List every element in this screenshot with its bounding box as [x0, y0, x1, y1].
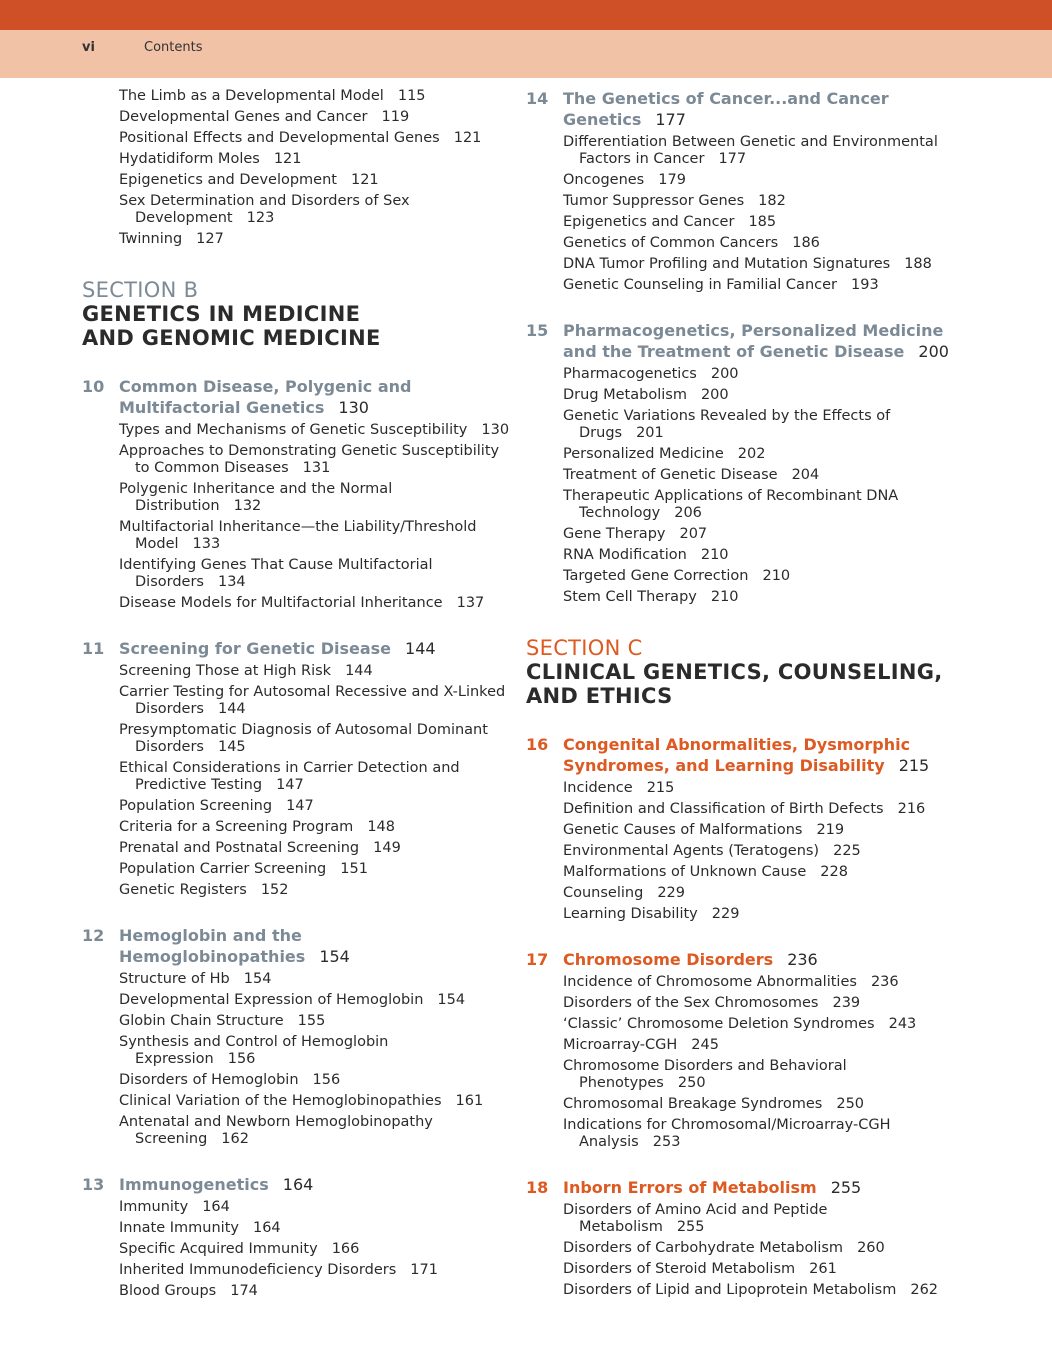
entry-page: 151	[340, 861, 368, 877]
entry-title: Screening Those at High Risk	[119, 663, 332, 679]
entry-title: RNA Modification	[563, 547, 687, 563]
entry-title: Chromosome Disorders and Behavioral Phenotypes	[563, 1058, 847, 1091]
toc-entry	[563, 172, 956, 189]
right-chapters-after	[526, 734, 956, 1299]
toc-entry	[563, 801, 956, 818]
entry-title: Drug Metabolism	[563, 387, 687, 403]
entry-title: Microarray-CGH	[563, 1037, 678, 1053]
chapter-page: 130	[338, 398, 369, 417]
entry-page: 210	[762, 568, 791, 584]
toc-entry	[119, 130, 512, 147]
entry-title: Targeted Gene Correction	[563, 568, 749, 584]
entry-title: Prenatal and Postnatal Screening	[119, 840, 360, 856]
entry-page: 148	[367, 819, 395, 835]
toc-entry	[563, 193, 956, 210]
entry-title: Disease Models for Multifactorial Inheritance	[119, 595, 443, 611]
entry-page: 147	[276, 777, 304, 793]
entry-title: Twinning	[119, 231, 183, 247]
toc-entry	[119, 1013, 512, 1030]
toc-entry	[563, 547, 956, 564]
toc-entry	[119, 798, 512, 815]
entry-title: Ethical Considerations in Carrier Detection and Predictive Testing	[119, 760, 460, 793]
chapter-17	[526, 949, 956, 1151]
chapter-title: Hemoglobin and the Hemoglobinopathies	[119, 926, 306, 966]
entry-title: Tumor Suppressor Genes	[563, 193, 745, 209]
section-b-heading	[82, 278, 512, 350]
entry-title: Types and Mechanisms of Genetic Susceptibility	[119, 422, 468, 438]
entry-page: 250	[677, 1075, 706, 1091]
entry-title: Treatment of Genetic Disease	[563, 467, 778, 483]
chapter-heading	[82, 638, 512, 659]
toc-entry	[119, 1241, 512, 1258]
entry-title: Population Screening	[119, 798, 273, 814]
chapter-number: 10	[82, 377, 105, 396]
toc-entry	[563, 1261, 956, 1278]
page-number: vi	[82, 40, 95, 55]
entry-title: ‘Classic’ Chromosome Deletion Syndromes	[563, 1016, 875, 1032]
entry-title: Oncogenes	[563, 172, 645, 188]
entry-title: Inherited Immunodeficiency Disorders	[119, 1262, 397, 1278]
entry-title: Specific Acquired Immunity	[119, 1241, 318, 1257]
chapter-title: Congenital Abnormalities, Dysmorphic Syndromes, and Learning Disability	[563, 735, 911, 775]
toc-entry	[563, 568, 956, 585]
toc-entry	[119, 557, 512, 591]
chapter-18	[526, 1177, 956, 1299]
chapter-title: Immunogenetics	[119, 1175, 269, 1194]
entry-page: 182	[758, 193, 786, 209]
entry-title: Genetic Registers	[119, 882, 247, 898]
toc-entry	[563, 1096, 956, 1113]
toc-entry	[119, 1114, 512, 1148]
entry-page: 144	[345, 663, 373, 679]
toc-entry	[563, 1058, 956, 1092]
toc-entry	[119, 1072, 512, 1089]
entry-title: Gene Therapy	[563, 526, 666, 542]
chapter-14	[526, 88, 956, 294]
entry-title: Disorders of Steroid Metabolism	[563, 1261, 796, 1277]
toc-entry	[563, 488, 956, 522]
chapter-heading	[526, 734, 956, 776]
entry-title: Disorders of Lipid and Lipoprotein Metabolism	[563, 1282, 897, 1298]
entry-page: 207	[679, 526, 708, 542]
chapter-number: 17	[526, 950, 549, 969]
entry-page: 239	[832, 995, 861, 1011]
entry-page: 228	[820, 864, 848, 880]
entry-title: Structure of Hb	[119, 971, 230, 987]
entry-page: 229	[657, 885, 685, 901]
toc-entry	[119, 819, 512, 836]
continued-entries	[82, 88, 512, 248]
section-label: SECTION C	[526, 636, 643, 660]
toc-entry	[119, 1220, 512, 1237]
entry-page: 200	[710, 366, 739, 382]
entry-page: 147	[286, 798, 314, 814]
section-title-line1: CLINICAL GENETICS, COUNSELING,	[526, 660, 943, 684]
toc-entry	[119, 1199, 512, 1216]
toc-entry	[119, 722, 512, 756]
entry-title: Stem Cell Therapy	[563, 589, 697, 605]
entry-title: Synthesis and Control of Hemoglobin Expression	[119, 1034, 389, 1067]
chapter-heading	[526, 949, 956, 970]
entry-page: 121	[350, 172, 379, 188]
chapter-number: 16	[526, 735, 549, 754]
section-title-line2: AND ETHICS	[526, 684, 673, 708]
toc-entry	[563, 526, 956, 543]
entry-page: 152	[260, 882, 289, 898]
entry-title: Chromosomal Breakage Syndromes	[563, 1096, 823, 1112]
toc-entry	[563, 843, 956, 860]
toc-entry	[119, 443, 512, 477]
entry-page: 186	[792, 235, 820, 251]
entry-title: Approaches to Demonstrating Genetic Susceptibility to Common Diseases	[119, 443, 500, 476]
entry-page: 253	[652, 1134, 681, 1150]
toc-entry	[563, 277, 956, 294]
entry-page: 215	[646, 780, 675, 796]
entry-title: Criteria for a Screening Program	[119, 819, 354, 835]
entry-page: 171	[410, 1262, 438, 1278]
entry-page: 130	[481, 422, 510, 438]
toc-entry	[563, 467, 956, 484]
entry-title: Disorders of the Sex Chromosomes	[563, 995, 819, 1011]
entry-title: Incidence	[563, 780, 633, 796]
chapter-page: 144	[405, 639, 436, 658]
chapter-12	[82, 925, 512, 1148]
chapter-page: 177	[655, 110, 686, 129]
chapter-number: 15	[526, 321, 549, 340]
chapter-16	[526, 734, 956, 923]
entry-title: Epigenetics and Cancer	[563, 214, 735, 230]
chapter-13	[82, 1174, 512, 1300]
entry-title: Developmental Genes and Cancer	[119, 109, 368, 125]
chapter-title: Pharmacogenetics, Personalized Medicine and the Treatment of Genetic Disease	[563, 321, 944, 361]
left-chapters	[82, 376, 512, 1300]
entry-title: Genetics of Common Cancers	[563, 235, 779, 251]
toc-entry	[119, 109, 512, 126]
entry-title: Differentiation Between Genetic and Environmental Factors in Cancer	[563, 134, 938, 167]
toc-entry	[563, 1282, 956, 1299]
entry-title: Developmental Expression of Hemoglobin	[119, 992, 424, 1008]
entry-title: Genetic Causes of Malformations	[563, 822, 803, 838]
entry-page: 179	[658, 172, 686, 188]
entry-title: Definition and Classification of Birth Defects	[563, 801, 884, 817]
toc-entry	[119, 519, 512, 553]
toc-entry	[119, 1283, 512, 1300]
chapter-number: 14	[526, 89, 549, 108]
toc-entry	[119, 1093, 512, 1110]
entry-page: 202	[737, 446, 766, 462]
running-head: Contents	[144, 40, 203, 55]
entry-title: Pharmacogenetics	[563, 366, 697, 382]
entry-title: Incidence of Chromosome Abnormalities	[563, 974, 857, 990]
top-color-bar	[0, 0, 1052, 30]
entry-page: 200	[700, 387, 729, 403]
entry-page: 121	[453, 130, 482, 146]
toc-entry	[119, 971, 512, 988]
toc-entry	[119, 422, 512, 439]
entry-title: Indications for Chromosomal/Microarray-CGH Analysis	[563, 1117, 891, 1150]
toc-entry	[119, 481, 512, 515]
toc-entry	[119, 1262, 512, 1279]
entry-title: Presymptomatic Diagnosis of Autosomal Dominant Disorders	[119, 722, 488, 755]
entry-page: 149	[373, 840, 401, 856]
entry-title: Malformations of Unknown Cause	[563, 864, 807, 880]
toc-entry	[563, 822, 956, 839]
chapter-number: 11	[82, 639, 105, 658]
toc-entry	[119, 760, 512, 794]
entry-title: Personalized Medicine	[563, 446, 724, 462]
toc-entry	[119, 992, 512, 1009]
chapter-page: 154	[319, 947, 350, 966]
entry-page: 162	[221, 1131, 249, 1147]
entry-title: Multifactorial Inheritance—the Liability/Threshold Model	[119, 519, 477, 552]
entry-page: 204	[791, 467, 820, 483]
toc-entry	[563, 1202, 956, 1236]
entry-title: Genetic Variations Revealed by the Effects of Drugs	[563, 408, 891, 441]
entry-page: 119	[381, 109, 410, 125]
entry-page: 185	[748, 214, 777, 230]
right-chapters-before	[526, 88, 956, 606]
chapter-page: 164	[282, 1175, 314, 1194]
entry-page: 201	[636, 425, 664, 441]
toc-entry	[119, 882, 512, 899]
entry-title: Immunity	[119, 1199, 189, 1215]
section-title-line1: GENETICS IN MEDICINE	[82, 302, 361, 326]
entry-page: 121	[273, 151, 302, 167]
entry-page: 155	[297, 1013, 326, 1029]
toc-entry	[563, 387, 956, 404]
toc-entry	[563, 256, 956, 273]
toc-entry	[563, 446, 956, 463]
chapter-10	[82, 376, 512, 612]
chapter-page: 200	[918, 342, 949, 361]
chapter-page: 215	[898, 756, 930, 775]
toc-entry	[563, 408, 956, 442]
chapter-title: Chromosome Disorders	[563, 950, 774, 969]
entry-title: Learning Disability	[563, 906, 698, 922]
chapter-heading	[526, 88, 956, 130]
toc-entry	[119, 684, 512, 718]
entry-page: 206	[674, 505, 702, 521]
entry-page: 154	[437, 992, 466, 1008]
entry-page: 243	[888, 1016, 917, 1032]
entry-page: 127	[196, 231, 224, 247]
entry-page: 261	[809, 1261, 837, 1277]
toc-entry	[119, 861, 512, 878]
entry-page: 229	[711, 906, 740, 922]
entry-page: 219	[816, 822, 845, 838]
section-label: SECTION B	[82, 278, 199, 302]
toc-entry	[119, 595, 512, 612]
entry-page: 250	[836, 1096, 865, 1112]
section-title-line2: AND GENOMIC MEDICINE	[82, 326, 381, 350]
entry-title: Innate Immunity	[119, 1220, 239, 1236]
toc-entry	[563, 214, 956, 231]
entry-page: 177	[718, 151, 747, 167]
entry-page: 166	[331, 1241, 360, 1257]
chapter-number: 12	[82, 926, 105, 945]
entry-page: 255	[676, 1219, 705, 1235]
entry-title: Disorders of Hemoglobin	[119, 1072, 299, 1088]
chapter-title: Screening for Genetic Disease	[119, 639, 392, 658]
toc-entry	[119, 663, 512, 680]
entry-page: 210	[710, 589, 739, 605]
right-column	[526, 88, 956, 1303]
entry-page: 134	[217, 574, 246, 590]
toc-entry	[563, 1117, 956, 1151]
entry-title: Carrier Testing for Autosomal Recessive and X-Linked Disorders	[119, 684, 506, 717]
entry-page: 236	[870, 974, 899, 990]
chapter-15	[526, 320, 956, 606]
entry-title: Blood Groups	[119, 1283, 217, 1299]
toc-entry	[563, 864, 956, 881]
chapter-title: Common Disease, Polygenic and Multifactorial Genetics	[119, 377, 412, 417]
toc-entry	[119, 88, 512, 105]
entry-title: Population Carrier Screening	[119, 861, 327, 877]
toc-entry	[119, 172, 512, 189]
toc-entry	[563, 885, 956, 902]
entry-title: Disorders of Amino Acid and Peptide Metabolism	[563, 1202, 828, 1235]
entry-title: DNA Tumor Profiling and Mutation Signatures	[563, 256, 891, 272]
chapter-11	[82, 638, 512, 899]
entry-title: Genetic Counseling in Familial Cancer	[563, 277, 837, 293]
entry-page: 115	[397, 88, 426, 104]
chapter-heading	[526, 320, 956, 362]
entry-title: Antenatal and Newborn Hemoglobinopathy Screening	[119, 1114, 433, 1147]
chapter-heading	[82, 925, 512, 967]
toc-entry	[563, 366, 956, 383]
entry-page: 174	[230, 1283, 258, 1299]
toc-entry	[563, 235, 956, 252]
entry-title: Hydatidiform Moles	[119, 151, 260, 167]
entry-title: Environmental Agents (Teratogens)	[563, 843, 820, 859]
entry-title: Globin Chain Structure	[119, 1013, 284, 1029]
entry-page: 193	[851, 277, 879, 293]
chapter-heading	[526, 1177, 956, 1198]
toc-entry	[563, 134, 956, 168]
entry-page: 133	[192, 536, 221, 552]
entry-page: 262	[910, 1282, 939, 1298]
toc-entry	[563, 780, 956, 797]
entry-title: Identifying Genes That Cause Multifactorial Disorders	[119, 557, 433, 590]
entry-title: Counseling	[563, 885, 644, 901]
entry-page: 164	[252, 1220, 281, 1236]
chapter-number: 13	[82, 1175, 105, 1194]
entry-page: 161	[455, 1093, 484, 1109]
chapter-page: 236	[787, 950, 818, 969]
toc-entry	[119, 840, 512, 857]
entry-page: 216	[897, 801, 926, 817]
chapter-number: 18	[526, 1178, 549, 1197]
section-c-heading	[526, 636, 956, 708]
toc-entry	[119, 151, 512, 168]
toc-entry	[563, 906, 956, 923]
entry-page: 145	[217, 739, 246, 755]
left-column	[82, 88, 512, 1304]
entry-page: 164	[202, 1199, 230, 1215]
chapter-heading	[82, 1174, 512, 1195]
entry-page: 123	[246, 210, 275, 226]
toc-entry	[563, 1037, 956, 1054]
toc-entry	[563, 589, 956, 606]
toc-entry	[119, 231, 512, 248]
entry-page: 260	[857, 1240, 885, 1256]
entry-title: Sex Determination and Disorders of Sex Development	[119, 193, 410, 226]
entry-title: Therapeutic Applications of Recombinant DNA Technology	[563, 488, 899, 521]
entry-title: Disorders of Carbohydrate Metabolism	[563, 1240, 844, 1256]
entry-page: 137	[456, 595, 485, 611]
entry-page: 154	[243, 971, 272, 987]
entry-page: 188	[904, 256, 932, 272]
entry-title: Positional Effects and Developmental Genes	[119, 130, 440, 146]
entry-page: 210	[700, 547, 729, 563]
entry-title: The Limb as a Developmental Model	[119, 88, 384, 104]
entry-page: 225	[833, 843, 861, 859]
toc-entry	[119, 193, 512, 227]
entry-title: Polygenic Inheritance and the Normal Distribution	[119, 481, 393, 514]
chapter-title: Inborn Errors of Metabolism	[563, 1178, 817, 1197]
toc-entry	[563, 995, 956, 1012]
toc-entry	[563, 1240, 956, 1257]
entry-title: Epigenetics and Development	[119, 172, 337, 188]
entry-page: 156	[227, 1051, 256, 1067]
entry-page: 245	[691, 1037, 719, 1053]
entry-page: 132	[233, 498, 262, 514]
chapter-page: 255	[830, 1178, 862, 1197]
entry-title: Clinical Variation of the Hemoglobinopathies	[119, 1093, 442, 1109]
chapter-title: The Genetics of Cancer...and Cancer Genetics	[563, 89, 889, 129]
entry-page: 144	[217, 701, 246, 717]
toc-entry	[119, 1034, 512, 1068]
toc-entry	[563, 1016, 956, 1033]
entry-page: 131	[302, 460, 331, 476]
toc-entry	[563, 974, 956, 991]
chapter-heading	[82, 376, 512, 418]
entry-page: 156	[312, 1072, 341, 1088]
